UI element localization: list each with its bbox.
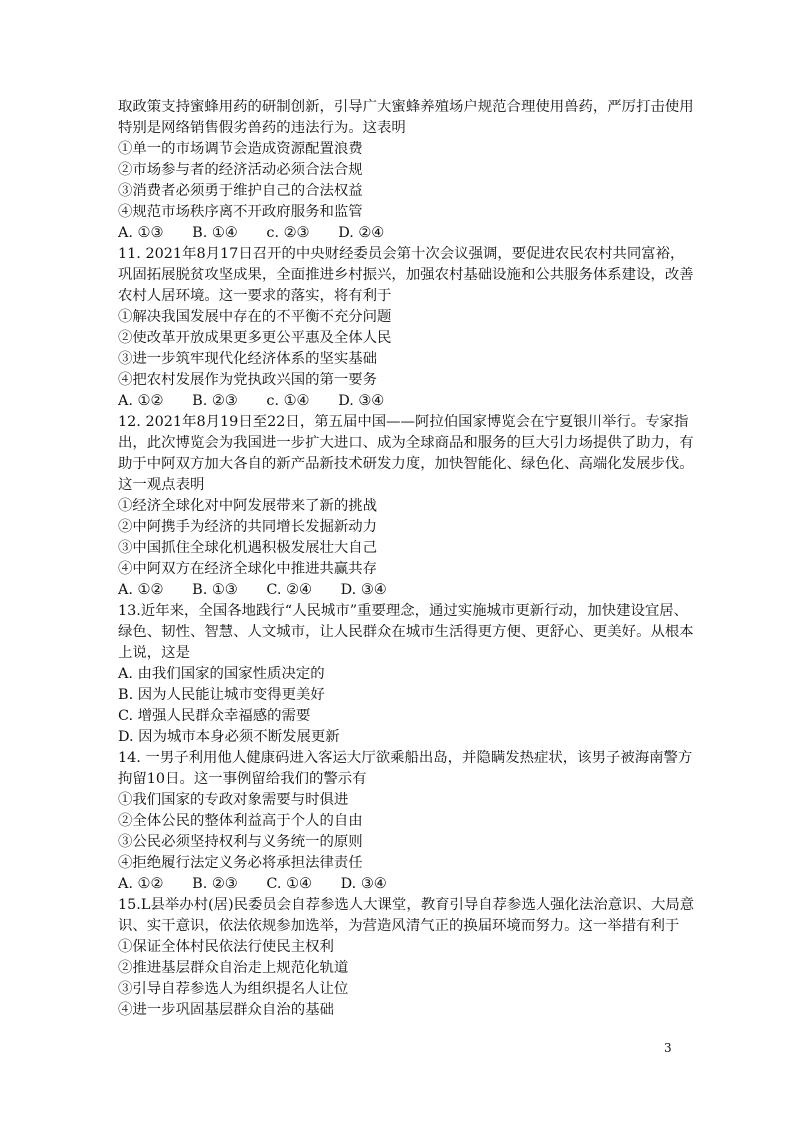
text-line: 特别是网络销售假劣兽药的违法行为。这表明 (118, 120, 406, 136)
text-line: 绿色、韧性、智慧、人文城市，让人民群众在城市生活得更方便、更舒心、更美好。从根本 (118, 624, 694, 640)
text-line: 取政策支持蜜蜂用药的研制创新，引导广大蜜蜂养殖场户规范合理使用兽药，严厉打击使用 (118, 99, 694, 115)
question-11-stem: 11. 2021年8月17日召开的中央财经委员会第十次会议强调，要促进农民农村共同富裕， (118, 246, 685, 262)
option-line: ②推进基层群众自治走上规范化轨道 (118, 960, 349, 976)
text-line: 助于中阿双方加大各自的新产品新技术研发力度，加快智能化、绿色化、高端化发展步伐。 (118, 456, 694, 472)
option-line: ①解决我国发展中存在的不平衡不充分问题 (118, 309, 392, 325)
option-line: ④拒绝履行法定义务必将承担法律责任 (118, 855, 363, 871)
answer-choice-d: D. 因为城市本身必须不断发展更新 (118, 729, 340, 745)
text-line: 巩固拓展脱贫攻坚成果，全面推进乡村振兴，加强农村基础设施和公共服务体系建设，改善 (118, 267, 694, 283)
question-15-stem: 15.L县举办村(居)民委员会自荐参选人大课堂，教育引导自荐参选人强化法治意识、大局意 (118, 897, 695, 913)
text-line: 农村人居环境。这一要求的落实，将有利于 (118, 288, 392, 304)
answer-choices: A. ①② B. ②③ C. ①④ D. ③④ (118, 876, 387, 892)
question-12-stem: 12. 2021年8月19日至22日，第五届中国——阿拉伯国家博览会在宁夏银川举行。专家指 (118, 414, 689, 430)
option-line: ③进一步筑牢现代化经济体系的坚实基础 (118, 351, 378, 367)
text-line: 这一观点表明 (118, 477, 205, 493)
answer-choices: A. ①③ B. ①④ c. ②③ D. ②④ (118, 225, 385, 241)
option-line: ①我们国家的专政对象需要与时俱进 (118, 792, 349, 808)
option-line: ③消费者必须勇于维护自己的合法权益 (118, 183, 363, 199)
text-line: 出，此次博览会为我国进一步扩大进口、成为全球商品和服务的巨大引力场提供了助力，有 (118, 435, 694, 451)
option-line: ①单一的市场调节会造成资源配置浪费 (118, 141, 363, 157)
text-line: 上说，这是 (118, 645, 190, 661)
text-line: 识、实干意识，依法依规参加选举，为营造风清气正的换届环境而努力。这一举措有利于 (118, 918, 680, 934)
option-line: ④中阿双方在经济全球化中推进共赢共存 (118, 561, 378, 577)
option-line: ②市场参与者的经济活动必须合法合规 (118, 162, 363, 178)
answer-choices: A. ①② B. ①③ C. ②④ D. ③④ (118, 582, 387, 598)
option-line: ②中阿携手为经济的共同增长发掘新动力 (118, 519, 378, 535)
answer-choice-c: C. 增强人民群众幸福感的需要 (118, 708, 311, 724)
question-13-stem: 13.近年来，全国各地践行“人民城市”重要理念，通过实施城市更新行动，加快建设宜居、 (118, 603, 689, 619)
option-line: ③引导自荐参选人为组织提名人让位 (118, 981, 349, 997)
answer-choices: A. ①② B. ②③ c. ①④ D. ③④ (118, 393, 385, 409)
option-line: ④进一步巩固基层群众自治的基础 (118, 1002, 334, 1018)
option-line: ①保证全体村民依法行使民主权利 (118, 939, 334, 955)
option-line: ②全体公民的整体利益高于个人的自由 (118, 813, 363, 829)
option-line: ④把农村发展作为党执政兴国的第一要务 (118, 372, 378, 388)
option-line: ②使改革开放成果更多更公平惠及全体人民 (118, 330, 392, 346)
option-line: ③中国抓住全球化机遇积极发展壮大自己 (118, 540, 378, 556)
question-text-block (118, 97, 695, 1021)
question-14-stem: 14. 一男子利用他人健康码进入客运大厅欲乘船出岛，并隐瞒发热症状，该男子被海南警方 (118, 750, 693, 766)
option-line: ①经济全球化对中阿发展带来了新的挑战 (118, 498, 378, 514)
text-line: 拘留10日。这一事例留给我们的警示有 (118, 771, 367, 787)
page-number: 3 (664, 1041, 672, 1055)
answer-choice-a: A. 由我们国家的国家性质决定的 (118, 666, 325, 682)
option-line: ③公民必须坚持权利与义务统一的原则 (118, 834, 363, 850)
option-line: ④规范市场秩序离不开政府服务和监管 (118, 204, 363, 220)
answer-choice-b: B. 因为人民能让城市变得更美好 (118, 687, 325, 703)
